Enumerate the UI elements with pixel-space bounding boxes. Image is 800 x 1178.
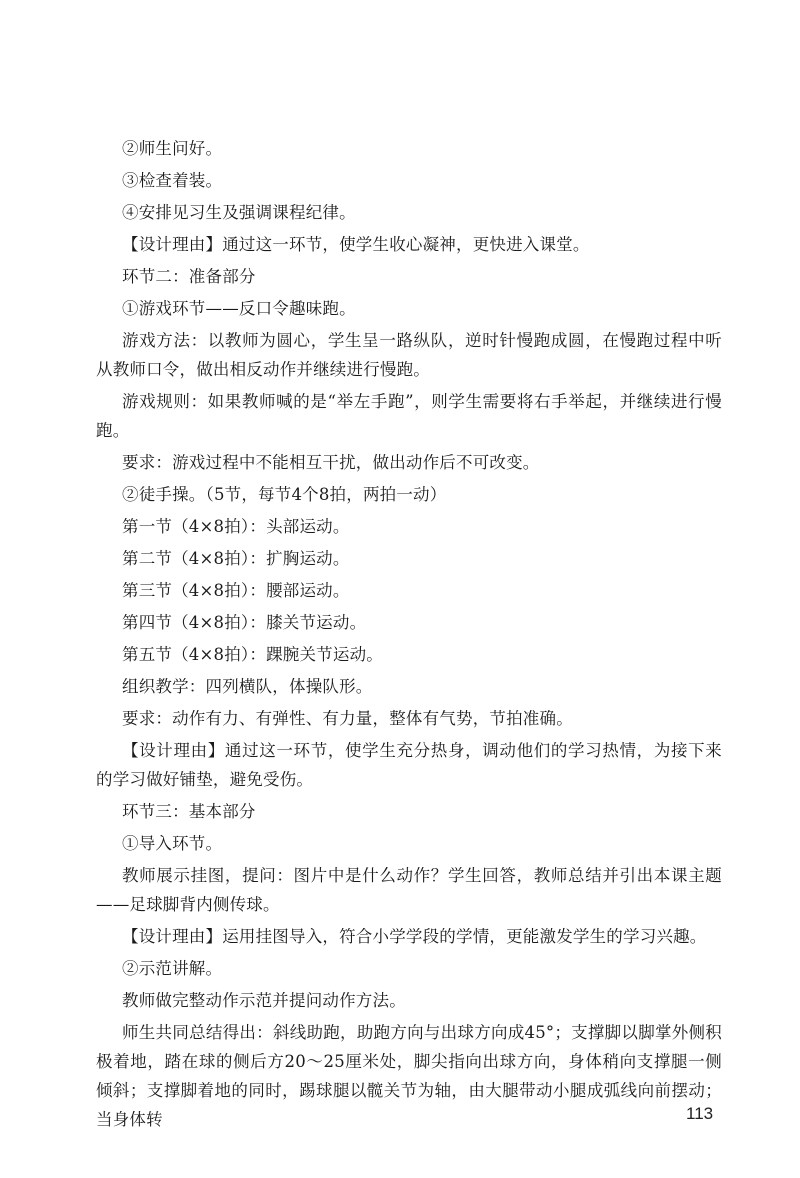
design-reason-paragraph: 【设计理由】通过这一环节，使学生充分热身，调动他们的学习热情，为接下来的学习做好铺垫，避免受伤。 [96,741,722,789]
paragraph: ②徒手操。（5节，每节4个8拍，两拍一动） [122,485,447,504]
paragraph: ②师生问好。 [122,139,223,158]
paragraph: ①导入环节。 [122,834,223,853]
exercise-item: 第四节（4×8拍）：膝关节运动。 [122,613,367,632]
paragraph: 教师展示挂图，提问：图片中是什么动作？学生回答，教师总结并引出本课主题——足球脚背内侧传球。 [96,866,722,914]
exercise-item: 第三节（4×8拍）：腰部运动。 [122,581,350,600]
paragraph: ①游戏环节——反口令趣味跑。 [122,299,356,318]
exercise-item: 第五节（4×8拍）：踝腕关节运动。 [122,645,383,664]
paragraph: 师生共同总结得出：斜线助跑，助跑方向与出球方向成45°；支撑脚以脚掌外侧积极着地，踏在球的侧后方20～25厘米处，脚尖指向出球方向，身体稍向支撑腿一侧倾斜；支撑脚着地的同时，踢球腿以髋关节为轴，由大腿带动小腿成弧线向前摆动；当身体转 [96,1023,722,1129]
paragraph: ③检查着装。 [122,171,223,190]
exercise-item: 第一节（4×8拍）：头部运动。 [122,517,350,536]
page-number: 113 [686,1104,714,1123]
paragraph: 要求：游戏过程中不能相互干扰，做出动作后不可改变。 [122,453,540,472]
design-reason-paragraph: 【设计理由】运用挂图导入，符合小学学段的学情，更能激发学生的学习兴趣。 [122,927,707,946]
paragraph: 组织教学：四列横队，体操队形。 [122,677,373,696]
page-body [96,134,722,1137]
paragraph: 游戏规则：如果教师喊的是“举左手跑”，则学生需要将右手举起，并继续进行慢跑。 [96,392,722,440]
paragraph: 要求：动作有力、有弹性、有力量，整体有气势，节拍准确。 [122,709,573,728]
exercise-item: 第二节（4×8拍）：扩胸运动。 [122,549,350,568]
paragraph: 游戏方法：以教师为圆心，学生呈一路纵队，逆时针慢跑成圆，在慢跑过程中听从教师口令，做出相反动作并继续进行慢跑。 [96,331,722,379]
paragraph: ②示范讲解。 [122,959,223,978]
paragraph: 教师做完整动作示范并提问动作方法。 [122,991,406,1010]
paragraph: ④安排见习生及强调课程纪律。 [122,203,356,222]
design-reason-paragraph: 【设计理由】通过这一环节，使学生收心凝神，更快进入课堂。 [122,235,590,254]
section-heading: 环节三：基本部分 [122,802,256,821]
section-heading: 环节二：准备部分 [122,267,256,286]
